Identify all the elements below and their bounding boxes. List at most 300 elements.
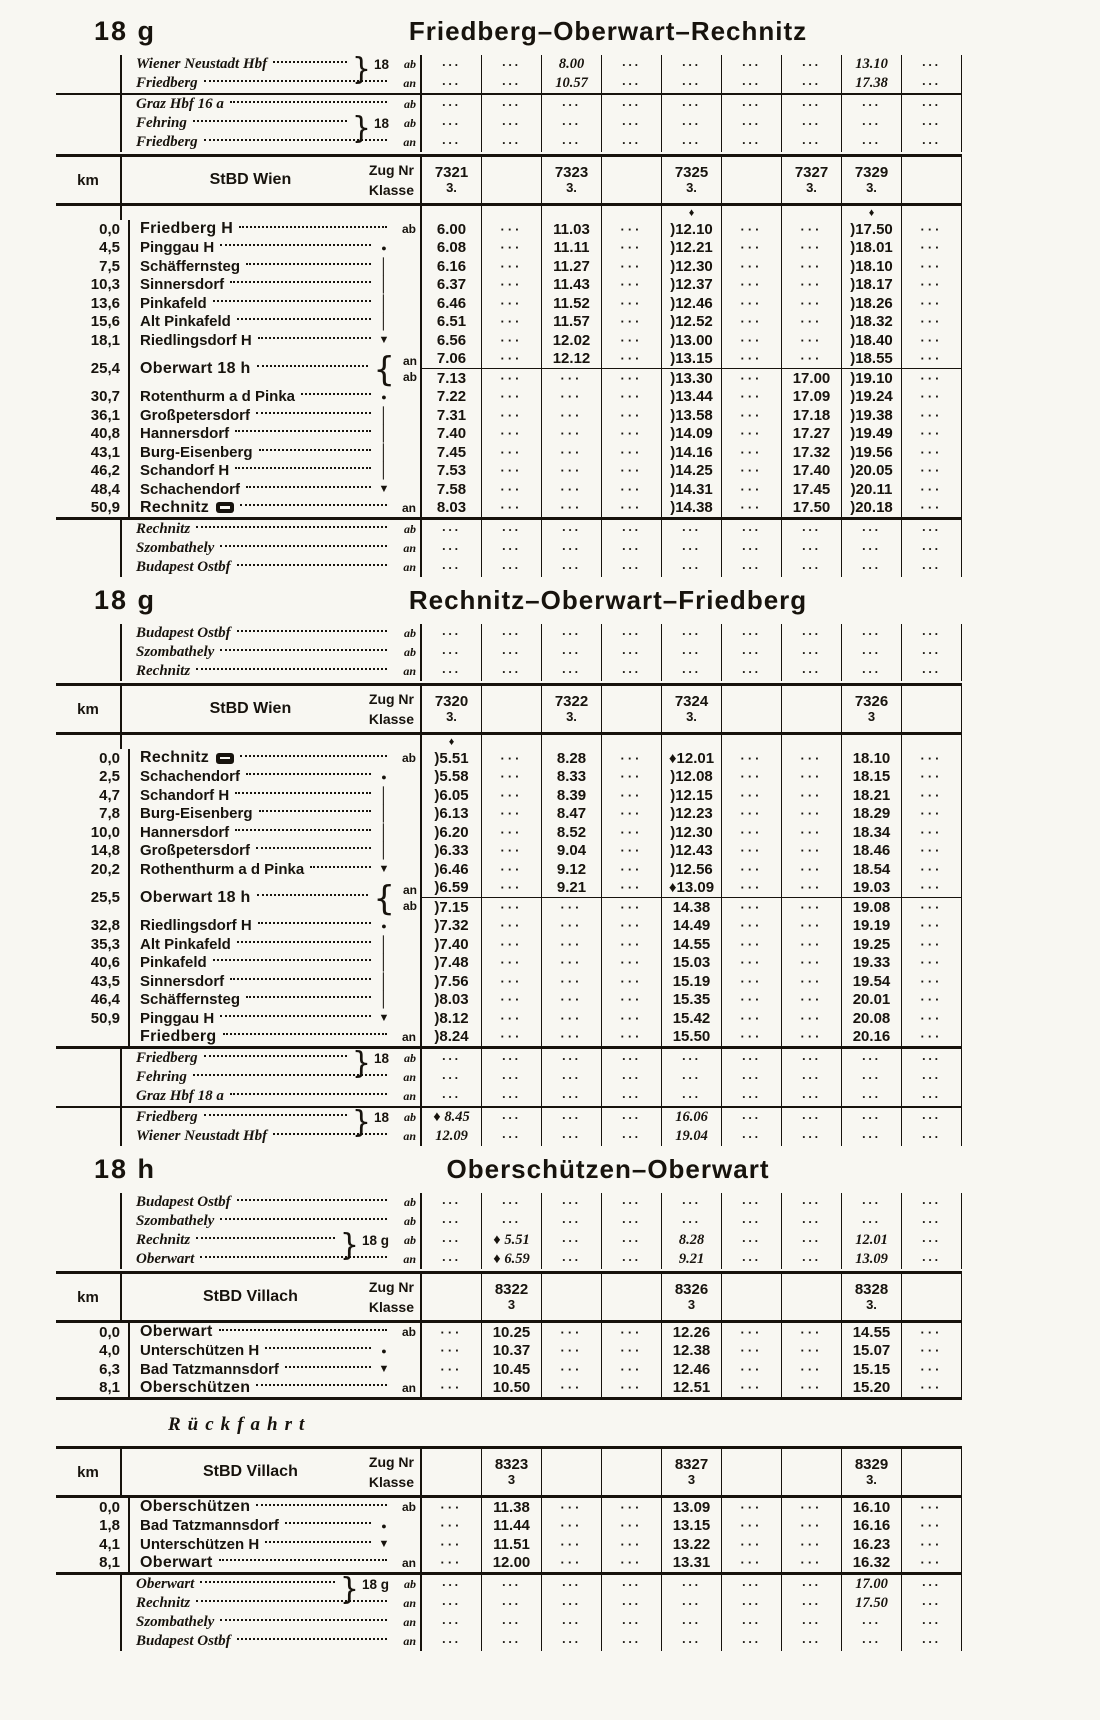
arrow-line-icon: │ xyxy=(379,313,389,331)
time-cell: 6.08 xyxy=(420,239,481,258)
connection-time-cell: 16.06 xyxy=(661,1108,721,1127)
connection-group xyxy=(56,1193,962,1269)
leader-dots xyxy=(220,244,371,246)
time-cell: 11.52 xyxy=(541,294,601,313)
table-reference: 18 g xyxy=(361,1233,389,1248)
km-cell: 48,4 xyxy=(56,480,130,499)
timetable-row xyxy=(56,462,962,481)
station-cell xyxy=(130,805,420,824)
connection-time-cell: ··· xyxy=(721,1613,781,1632)
connection-time-cell: ··· xyxy=(841,1193,901,1212)
train-column-header xyxy=(481,1274,541,1320)
station-name: Großpetersdorf xyxy=(140,406,251,424)
leader-dots xyxy=(237,630,387,632)
connection-time-cell: ··· xyxy=(721,95,781,114)
train-column-header xyxy=(481,1449,541,1495)
timetable-header xyxy=(56,154,962,206)
connection-time-cell: ··· xyxy=(841,1127,901,1146)
connection-station-name: Graz Hbf 18 a xyxy=(136,1088,224,1104)
ab-an-label: ab xyxy=(404,626,416,640)
km-cell: 10,0 xyxy=(56,823,130,842)
time-cell: ··· xyxy=(901,425,962,444)
connection-time-cell: ··· xyxy=(901,1049,962,1068)
operator-header xyxy=(122,157,420,203)
connection-time-cell: ··· xyxy=(781,95,841,114)
time-cell: ··· xyxy=(721,1360,781,1379)
section-title xyxy=(56,16,962,47)
connection-time-cell: ··· xyxy=(601,1250,661,1269)
time-cell: ··· xyxy=(901,1379,962,1398)
timetable-row xyxy=(56,805,962,824)
time-cell: ··· xyxy=(781,768,841,787)
connection-time-cell: 17.38 xyxy=(841,74,901,93)
time-cell: )18.40 xyxy=(841,331,901,350)
time-cell: ··· xyxy=(601,786,661,805)
leader-dots xyxy=(237,1638,387,1640)
time-cell: ··· xyxy=(601,499,661,518)
station-name: Oberwart 18 h xyxy=(140,359,251,377)
time-cell: ··· xyxy=(541,462,601,481)
connection-row xyxy=(56,1087,962,1106)
timetable-row xyxy=(56,1342,962,1361)
timetable-row xyxy=(56,823,962,842)
connection-time-cell: ··· xyxy=(901,643,962,662)
train-column-header xyxy=(841,1449,901,1495)
time-cell: 19.33 xyxy=(841,954,901,973)
connection-time-cell: ··· xyxy=(781,1127,841,1146)
time-cell: ··· xyxy=(481,480,541,499)
train-column-header xyxy=(721,1449,781,1495)
connection-time-cell: ··· xyxy=(901,1127,962,1146)
time-cell: ··· xyxy=(721,220,781,239)
km-spacer xyxy=(56,1049,120,1068)
time-cell: 17.45 xyxy=(781,480,841,499)
train-number: 7322 xyxy=(554,692,589,710)
leader-dots xyxy=(310,866,371,868)
time-cell: )19.10 xyxy=(841,369,901,388)
connection-time-cell: ··· xyxy=(541,662,601,681)
time-cell: 19.54 xyxy=(841,972,901,991)
station-cell xyxy=(130,954,420,973)
leader-dots xyxy=(193,120,347,122)
connection-group xyxy=(56,1106,962,1146)
connection-time-cell: ··· xyxy=(541,1108,601,1127)
station-name: Sinnersdorf xyxy=(140,972,225,990)
time-cell: ··· xyxy=(901,331,962,350)
connection-group xyxy=(56,624,962,681)
time-cell: ··· xyxy=(781,1554,841,1573)
klasse-label: Klasse xyxy=(368,1299,414,1315)
time-cell: )18.26 xyxy=(841,294,901,313)
leader-dots xyxy=(235,792,371,794)
time-cell: ··· xyxy=(481,257,541,276)
connection-time-cell: ··· xyxy=(481,133,541,152)
train-column-header xyxy=(721,157,781,203)
connection-time-cell: ··· xyxy=(661,1087,721,1106)
timetable-row xyxy=(56,406,962,425)
time-cell: 17.50 xyxy=(781,499,841,518)
connection-time-cell: ··· xyxy=(901,520,962,539)
connection-group xyxy=(56,51,962,93)
connection-time-cell: ··· xyxy=(721,1250,781,1269)
km-spacer xyxy=(56,55,120,74)
time-cell: )18.01 xyxy=(841,239,901,258)
connection-time-cell: 8.00 xyxy=(541,55,601,74)
station-cell xyxy=(130,1498,420,1517)
train-class: 3 xyxy=(507,1472,516,1488)
train-number-labels xyxy=(369,1452,414,1493)
return-direction-label: Rückfahrt xyxy=(168,1414,312,1435)
time-cell: ··· xyxy=(721,239,781,258)
connection-time-cell: ··· xyxy=(601,133,661,152)
leader-dots xyxy=(230,101,387,103)
leader-dots xyxy=(257,894,369,896)
leader-dots xyxy=(239,226,387,228)
table-reference: 18 xyxy=(373,57,389,72)
time-cell: ··· xyxy=(721,388,781,407)
time-cell: ··· xyxy=(901,294,962,313)
leader-dots xyxy=(240,755,387,757)
time-cell: ··· xyxy=(721,294,781,313)
time-cell: ··· xyxy=(481,369,541,388)
train-class: 3. xyxy=(866,180,877,196)
time-cell: 7.22 xyxy=(420,388,481,407)
time-cell: ··· xyxy=(601,369,661,388)
leader-dots xyxy=(237,1199,387,1201)
connection-time-cell: ··· xyxy=(661,74,721,93)
time-cell: ··· xyxy=(721,972,781,991)
station-cell xyxy=(120,133,420,152)
connection-time-cell: ··· xyxy=(420,520,481,539)
time-cell: )13.00 xyxy=(661,331,721,350)
train-column-header xyxy=(781,686,841,732)
time-cell: ··· xyxy=(601,805,661,824)
time-cell: ··· xyxy=(481,749,541,768)
arrow-line-icon: │ xyxy=(379,443,389,461)
leader-dots xyxy=(223,1033,388,1035)
diamond-icon xyxy=(420,206,481,220)
time-cell: 6.51 xyxy=(420,313,481,332)
time-cell: )5.51 xyxy=(420,749,481,768)
time-cell: ··· xyxy=(901,257,962,276)
leader-dots xyxy=(200,1256,387,1258)
connection-time-cell: ··· xyxy=(841,643,901,662)
time-cell: ··· xyxy=(601,220,661,239)
time-cell: ··· xyxy=(541,369,601,388)
time-cell: 20.01 xyxy=(841,991,901,1010)
section-route-title: Rechnitz–Oberwart–Friedberg xyxy=(408,585,808,615)
connection-time-cell: ··· xyxy=(841,1632,901,1651)
station-name: Hannersdorf xyxy=(140,823,230,841)
diamond-icon xyxy=(901,735,962,749)
time-cell: ··· xyxy=(420,1379,481,1398)
connection-time-cell: ··· xyxy=(781,1193,841,1212)
connection-time-cell: ··· xyxy=(481,1193,541,1212)
connection-time-cell: ··· xyxy=(781,1087,841,1106)
connection-station-name: Budapest Ostbf xyxy=(136,559,231,575)
connection-row xyxy=(56,643,962,662)
timetable-row xyxy=(56,749,962,768)
time-cell: 6.16 xyxy=(420,257,481,276)
station-cell xyxy=(120,558,420,577)
station-name: Schäffernsteg xyxy=(140,991,241,1009)
connection-row xyxy=(56,1594,962,1613)
station-name: Unterschützen H xyxy=(140,1342,260,1360)
leader-dots xyxy=(257,365,369,367)
time-cell: ··· xyxy=(901,898,962,917)
time-cell: ··· xyxy=(721,898,781,917)
arrow-down-icon: ▼ xyxy=(378,334,390,347)
time-cell: ··· xyxy=(721,462,781,481)
diamond-icon xyxy=(481,735,541,749)
leader-dots xyxy=(246,773,371,775)
connection-time-cell: ··· xyxy=(841,1068,901,1087)
connection-station-name: Friedberg xyxy=(136,1050,198,1066)
time-cell: 11.27 xyxy=(541,257,601,276)
time-cell: ··· xyxy=(420,1498,481,1517)
time-cell: ··· xyxy=(481,239,541,258)
time-cell: ··· xyxy=(601,1009,661,1028)
station-name: Pinggau H xyxy=(140,1009,215,1027)
connection-time-cell: 12.09 xyxy=(420,1127,481,1146)
connection-time-cell: ··· xyxy=(541,114,601,133)
time-cell: ··· xyxy=(901,1342,962,1361)
km-spacer xyxy=(56,662,120,681)
time-cell: )18.10 xyxy=(841,257,901,276)
connection-time-cell: ··· xyxy=(601,1193,661,1212)
timetable-row xyxy=(56,935,962,954)
time-cell: 11.38 xyxy=(481,1498,541,1517)
time-cell: ··· xyxy=(601,1554,661,1573)
station-cell xyxy=(120,1594,420,1613)
time-cell: )5.58 xyxy=(420,768,481,787)
leader-dots xyxy=(235,430,371,432)
connection-time-cell: ··· xyxy=(901,1068,962,1087)
timetable-row xyxy=(56,388,962,407)
arrival-departure-times xyxy=(420,350,962,388)
leader-dots xyxy=(220,545,387,547)
connection-station-name: Oberwart xyxy=(136,1576,195,1592)
time-cell: 19.25 xyxy=(841,935,901,954)
station-cell xyxy=(120,1127,420,1146)
time-cell: 15.50 xyxy=(661,1028,721,1047)
connection-row xyxy=(56,1127,962,1146)
connection-time-cell: ··· xyxy=(601,662,661,681)
diamond-icon xyxy=(601,735,661,749)
border-crossing-icon xyxy=(216,502,234,513)
connection-time-cell: ··· xyxy=(420,95,481,114)
connection-group xyxy=(56,1045,962,1106)
time-cell: 19.08 xyxy=(841,898,901,917)
time-cell: ··· xyxy=(721,331,781,350)
leader-dots xyxy=(196,1237,335,1239)
time-cell: ··· xyxy=(541,1554,601,1573)
ab-an-label: ab xyxy=(401,751,416,766)
connection-time-cell: ··· xyxy=(901,1613,962,1632)
time-cell: ··· xyxy=(601,768,661,787)
arrow-start-icon: ● xyxy=(381,242,387,253)
time-cell: 11.44 xyxy=(481,1517,541,1536)
km-spacer xyxy=(56,1108,120,1127)
time-cell: 15.35 xyxy=(661,991,721,1010)
connection-time-cell: ··· xyxy=(661,95,721,114)
train-column-header xyxy=(781,1274,841,1320)
km-spacer xyxy=(56,74,120,93)
leader-dots xyxy=(265,1541,371,1543)
connection-time-cell: 19.04 xyxy=(661,1127,721,1146)
train-class: 3. xyxy=(866,1472,877,1488)
train-column-header xyxy=(901,1274,962,1320)
time-cell: ··· xyxy=(901,786,962,805)
connection-time-cell: ··· xyxy=(420,558,481,577)
diamond-icon xyxy=(721,206,781,220)
connection-time-cell: ··· xyxy=(420,1068,481,1087)
ab-an-label: an xyxy=(403,664,416,678)
connection-station-name: Wiener Neustadt Hbf xyxy=(136,1128,268,1144)
connection-station-name: Fehring xyxy=(136,115,187,131)
zug-nr-label: Zug Nr xyxy=(368,1278,414,1295)
leader-dots xyxy=(256,847,371,849)
time-cell: 9.12 xyxy=(541,860,601,879)
time-cell: ··· xyxy=(601,388,661,407)
train-class: 3 xyxy=(507,1297,516,1313)
time-cell: 16.16 xyxy=(841,1517,901,1536)
time-cell: ··· xyxy=(541,388,601,407)
train-number: 7329 xyxy=(854,163,889,181)
connection-time-cell: ··· xyxy=(541,1049,601,1068)
connection-time-cell: ··· xyxy=(601,539,661,558)
arrow-line-icon: │ xyxy=(379,257,389,275)
time-cell: )12.30 xyxy=(661,823,721,842)
time-cell: ··· xyxy=(901,991,962,1010)
time-cell: ··· xyxy=(721,860,781,879)
km-cell: 15,6 xyxy=(56,313,130,332)
time-cell: ··· xyxy=(901,480,962,499)
ab-an-label: ab xyxy=(401,222,416,237)
time-cell: ··· xyxy=(601,462,661,481)
time-cell: 15.20 xyxy=(841,1379,901,1398)
station-cell: Wiener Neustadt Hbf } 18 ab xyxy=(120,55,420,74)
time-cell: )12.37 xyxy=(661,276,721,295)
connection-time-cell: ··· xyxy=(420,1212,481,1231)
time-cell: ··· xyxy=(721,1517,781,1536)
time-cell: ··· xyxy=(781,991,841,1010)
station-name: Schachendorf xyxy=(140,768,241,786)
time-cell: )6.33 xyxy=(420,842,481,861)
time-cell: 15.03 xyxy=(661,954,721,973)
connection-time-cell: ··· xyxy=(721,1594,781,1613)
time-cell: ··· xyxy=(901,1554,962,1573)
connection-time-cell: ··· xyxy=(601,1231,661,1250)
time-cell: )19.49 xyxy=(841,425,901,444)
leader-dots xyxy=(258,337,371,339)
train-number: 8328 xyxy=(854,1280,889,1298)
km-spacer xyxy=(56,1087,120,1106)
ab-an-label: ab xyxy=(404,97,416,111)
connection-time-cell: ··· xyxy=(601,55,661,74)
table-reference: 18 xyxy=(373,116,389,131)
connection-time-cell: ··· xyxy=(901,95,962,114)
time-cell: ··· xyxy=(541,1323,601,1342)
km-spacer xyxy=(56,520,120,539)
time-cell: ··· xyxy=(781,1535,841,1554)
connection-time-cell: ··· xyxy=(841,1108,901,1127)
time-cell: 18.46 xyxy=(841,842,901,861)
station-name: Rothenthurm a d Pinka xyxy=(140,860,305,878)
connection-time-cell: ··· xyxy=(841,662,901,681)
time-cell: 15.15 xyxy=(841,1360,901,1379)
station-cell xyxy=(130,1323,420,1342)
connection-time-cell: ··· xyxy=(601,1127,661,1146)
time-cell: ··· xyxy=(601,443,661,462)
timetable-row xyxy=(56,1323,962,1342)
connection-station-name: Graz Hbf 16 a xyxy=(136,96,224,112)
connection-time-cell: ··· xyxy=(661,520,721,539)
connection-time-cell: ··· xyxy=(481,643,541,662)
connection-time-cell: ··· xyxy=(901,1193,962,1212)
time-cell: ··· xyxy=(541,1535,601,1554)
time-cell: )17.50 xyxy=(841,220,901,239)
time-cell: 17.27 xyxy=(781,425,841,444)
time-cell: ··· xyxy=(481,388,541,407)
km-cell: 7,5 xyxy=(56,257,130,276)
time-cell: ··· xyxy=(541,1379,601,1398)
leader-dots xyxy=(285,1366,371,1368)
time-cell: )6.05 xyxy=(420,786,481,805)
diamond-icon: ♦ xyxy=(420,735,481,749)
connection-time-cell: 13.10 xyxy=(841,55,901,74)
time-cell: ··· xyxy=(781,220,841,239)
time-cell: ··· xyxy=(901,276,962,295)
time-cell: 16.32 xyxy=(841,1554,901,1573)
train-class: 3. xyxy=(566,709,577,725)
arrow-line-icon: │ xyxy=(379,406,389,424)
time-cell: )13.30 xyxy=(661,369,721,388)
time-cell: ··· xyxy=(901,805,962,824)
connection-time-cell: ··· xyxy=(841,95,901,114)
time-cell: ··· xyxy=(721,768,781,787)
connection-time-cell: ··· xyxy=(781,1212,841,1231)
time-cell: ··· xyxy=(781,276,841,295)
diamond-icon xyxy=(541,206,601,220)
station-name: Oberschützen xyxy=(140,1498,251,1516)
time-cell: ♦12.01 xyxy=(661,749,721,768)
time-cell: ··· xyxy=(601,406,661,425)
timetable-row xyxy=(56,954,962,973)
connection-time-cell: ··· xyxy=(841,558,901,577)
station-cell xyxy=(120,1250,420,1269)
connection-time-cell: ··· xyxy=(901,1231,962,1250)
train-class: 3 xyxy=(687,1297,696,1313)
timetable-row xyxy=(56,257,962,276)
time-cell: ··· xyxy=(721,350,781,369)
connection-time-cell: ··· xyxy=(781,133,841,152)
connection-time-cell: ··· xyxy=(420,1049,481,1068)
connection-time-cell: ··· xyxy=(781,1049,841,1068)
time-cell: ··· xyxy=(601,239,661,258)
station-name: Pinkafeld xyxy=(140,294,207,312)
km-cell: 46,4 xyxy=(56,991,130,1010)
time-cell: 6.00 xyxy=(420,220,481,239)
connection-station-name: Szombathely xyxy=(136,1614,215,1630)
ab-an-label: ab xyxy=(401,1325,416,1340)
time-cell: 12.00 xyxy=(481,1554,541,1573)
time-cell: ··· xyxy=(901,406,962,425)
timetable-body xyxy=(56,1323,962,1400)
connection-time-cell: 8.28 xyxy=(661,1231,721,1250)
station-spacer xyxy=(122,735,420,749)
station-cell xyxy=(120,1087,420,1106)
